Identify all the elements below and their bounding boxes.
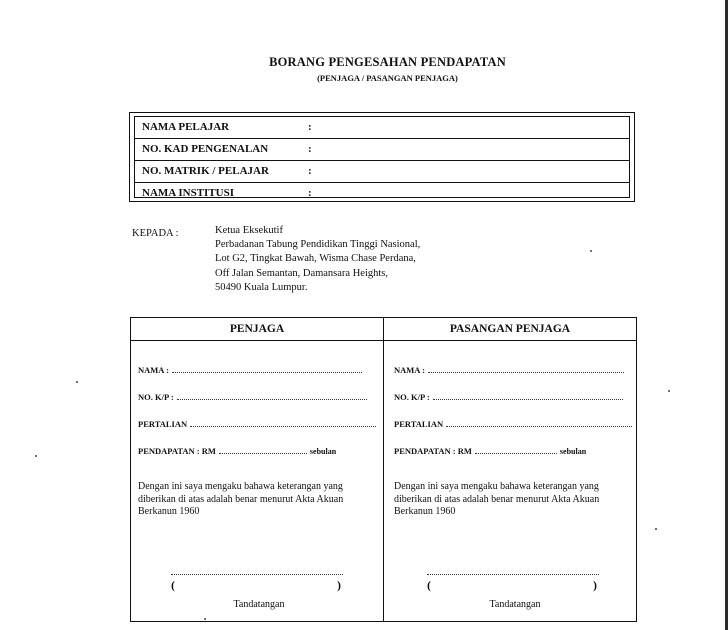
guardian-paren-close: )	[337, 578, 341, 592]
guardian-relation-label: PERTALIAN	[138, 419, 188, 429]
matric-number-row[interactable]	[135, 161, 629, 183]
spouse-relation-line[interactable]	[446, 418, 632, 427]
ic-number-label: NO. KAD PENGENALAN	[142, 143, 269, 155]
address-line: Lot G2, Tingkat Bawah, Wisma Chase Perdana,	[215, 253, 416, 265]
spouse-income-line[interactable]	[475, 445, 557, 454]
institution-label: NAMA INSTITUSI	[142, 187, 234, 199]
student-name-colon: :	[308, 121, 312, 133]
guardian-relation-line[interactable]	[190, 418, 376, 427]
guardian-income-field[interactable]	[138, 445, 336, 456]
guardian-income-suffix: sebulan	[309, 447, 337, 456]
address-line: 50490 Kuala Lumpur.	[215, 281, 308, 293]
guardian-income-line[interactable]	[219, 445, 307, 454]
guardian-paren-open: (	[171, 578, 175, 592]
spouse-signature-label: Tandatangan	[489, 599, 541, 610]
spouse-paren-open: (	[427, 578, 431, 592]
scan-speck	[76, 381, 78, 383]
student-info-table	[134, 116, 630, 198]
guardian-heading: PENJAGA	[229, 323, 285, 335]
spouse-income-label: PENDAPATAN : RM	[394, 446, 472, 456]
guardian-ic-field[interactable]	[138, 391, 367, 402]
guardian-name-label: NAMA :	[138, 365, 169, 375]
spouse-income-field[interactable]	[394, 445, 586, 456]
spouse-name-label: NAMA :	[394, 365, 425, 375]
spouse-paren-close: )	[593, 578, 597, 592]
document-subtitle: (PENJAGA / PASANGAN PENJAGA)	[317, 73, 458, 83]
column-divider	[383, 318, 384, 621]
student-name-label: NAMA PELAJAR	[142, 121, 230, 133]
scan-speck	[590, 250, 592, 252]
student-info-box	[129, 112, 635, 202]
spouse-ic-label: NO. K/P :	[394, 392, 430, 402]
spouse-signature-line[interactable]	[427, 573, 599, 575]
ic-number-colon: :	[308, 143, 312, 155]
spouse-name-line[interactable]	[428, 364, 624, 373]
spouse-relation-field[interactable]	[394, 418, 632, 429]
guardian-ic-line[interactable]	[177, 391, 367, 400]
guardian-signature-line[interactable]	[171, 573, 343, 575]
scan-speck	[668, 390, 670, 392]
guardian-name-line[interactable]	[172, 364, 362, 373]
recipient-label: KEPADA :	[132, 228, 179, 239]
spouse-income-suffix: sebulan	[559, 447, 587, 456]
spouse-ic-line[interactable]	[433, 391, 623, 400]
guardian-income-label: PENDAPATAN : RM	[138, 446, 216, 456]
matric-number-colon: :	[308, 165, 312, 177]
spouse-name-field[interactable]	[394, 364, 624, 375]
scan-speck	[655, 528, 657, 530]
student-name-row[interactable]	[135, 117, 629, 139]
guardian-relation-field[interactable]	[138, 418, 376, 429]
scan-speck	[35, 455, 37, 457]
institution-colon: :	[308, 187, 312, 199]
guardian-name-field[interactable]	[138, 364, 362, 375]
spouse-ic-field[interactable]	[394, 391, 623, 402]
recipient-address	[215, 224, 420, 295]
address-line: Perbadanan Tabung Pendidikan Tinggi Nasional,	[215, 239, 421, 251]
spouse-heading: PASANGAN PENJAGA	[449, 323, 571, 335]
spouse-declaration: Dengan ini saya mengaku bahawa keterangan yang diberikan di atas adalah benar menurut Akta Akuan Berkanun 1960	[394, 481, 600, 517]
guardian-ic-label: NO. K/P :	[138, 392, 174, 402]
guardian-form	[130, 317, 637, 622]
guardian-declaration: Dengan ini saya mengaku bahawa keterangan yang diberikan di atas adalah benar menurut Akta Akuan Berkanun 1960	[138, 481, 344, 517]
spouse-relation-label: PERTALIAN	[394, 419, 444, 429]
address-line: Ketua Eksekutif	[215, 225, 283, 236]
document-title: BORANG PENGESAHAN PENDAPATAN	[269, 55, 506, 69]
guardian-signature-label: Tandatangan	[233, 599, 285, 610]
matric-number-label: NO. MATRIK / PELAJAR	[142, 165, 269, 177]
address-line: Off Jalan Semantan, Damansara Heights,	[215, 267, 389, 279]
institution-row[interactable]	[135, 183, 629, 204]
header-divider	[131, 340, 636, 341]
scan-speck	[204, 618, 206, 620]
ic-number-row[interactable]	[135, 139, 629, 161]
